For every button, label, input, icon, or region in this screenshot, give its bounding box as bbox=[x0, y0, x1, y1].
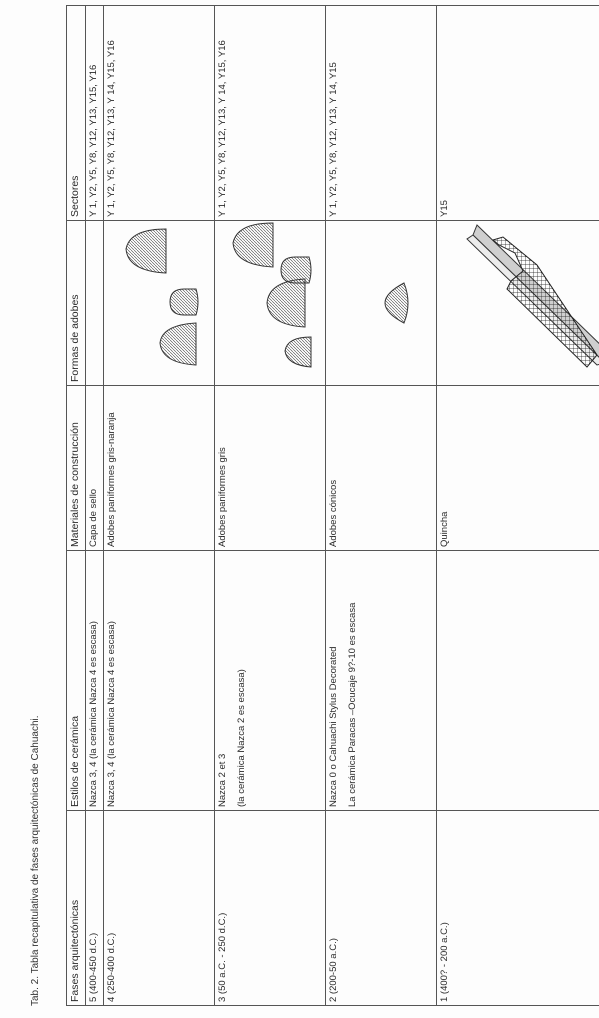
loaf-adobe-shape bbox=[267, 279, 305, 327]
adobes-cell bbox=[215, 221, 326, 386]
ceramics-note: (la cerámica Nazca 2 es escasa) bbox=[236, 669, 247, 807]
adobes-cell bbox=[437, 221, 599, 386]
ceramics-note: La cerámica Paracas –Ocucaje 9?-10 es escasa bbox=[347, 602, 358, 807]
table-caption: Tab. 2. Tabla recapitulativa de fases arquitectónicas de Cahuachi. bbox=[30, 715, 41, 1006]
adobes-cell bbox=[104, 221, 215, 386]
header-materials: Materiales de construcción bbox=[67, 386, 86, 551]
adobe-shapes-illustration bbox=[215, 220, 325, 385]
table-row bbox=[215, 6, 326, 1006]
materials-cell: Capa de sello bbox=[86, 386, 104, 551]
loaf-adobe-shape bbox=[285, 337, 311, 367]
sectors-cell: Y 1, Y2, Y5, Y8, Y12, Y13, Y 14, Y15, Y16 bbox=[215, 6, 326, 221]
materials-cell: Adobes paniformes gris-naranja bbox=[104, 386, 215, 551]
sectors-cell: Y 1, Y2, Y5, Y8, Y12, Y13, Y 14, Y15, Y16 bbox=[104, 6, 215, 221]
rotated-table-block bbox=[30, 6, 575, 1006]
phase-cell: 5 (400-450 d.C.) bbox=[86, 811, 104, 1006]
materials-cell: Quincha bbox=[437, 386, 599, 551]
phase-cell: 2 (200-50 a.C.) bbox=[326, 811, 437, 1006]
adobes-cell bbox=[86, 221, 104, 386]
loaf-adobe-shape bbox=[160, 323, 196, 365]
quincha-wall-illustration bbox=[437, 220, 599, 385]
cylinder-adobe-shape bbox=[170, 289, 198, 315]
conical-adobe-shape bbox=[385, 283, 408, 323]
table-header-row bbox=[67, 6, 86, 1006]
table-row bbox=[86, 6, 104, 1006]
ceramics-line: Nazca 0 o Cahuachi Stylus Decorated bbox=[328, 646, 339, 807]
materials-cell: Adobes paniformes gris bbox=[215, 386, 326, 551]
ceramics-cell: Nazca 3, 4 (la cerámica Nazca 4 es escasa) bbox=[104, 551, 215, 811]
adobes-cell bbox=[326, 221, 437, 386]
ceramics-cell bbox=[437, 551, 599, 811]
materials-cell: Adobes cónicos bbox=[326, 386, 437, 551]
header-phases: Fases arquitectónicas bbox=[67, 811, 86, 1006]
adobe-shapes-illustration bbox=[326, 220, 436, 385]
header-adobes: Formas de adobes bbox=[67, 221, 86, 386]
ceramics-cell: Nazca 3, 4 (la cerámica Nazca 4 es escasa) bbox=[86, 551, 104, 811]
ceramics-cell bbox=[215, 551, 326, 811]
header-sectors: Sectores bbox=[67, 6, 86, 221]
header-ceramics: Estilos de cerámica bbox=[67, 551, 86, 811]
sectors-cell: Y 1, Y2, Y5, Y8, Y12, Y13, Y15, Y16 bbox=[86, 6, 104, 221]
table-row bbox=[437, 6, 599, 1006]
ceramics-cell bbox=[326, 551, 437, 811]
table-row bbox=[104, 6, 215, 1006]
loaf-adobe-shape bbox=[233, 223, 273, 267]
sectors-cell: Y 1, Y2, Y5, Y8, Y12, Y13, Y 14, Y15 bbox=[326, 6, 437, 221]
phases-table bbox=[66, 5, 599, 1006]
phase-cell: 3 (50 a.C. - 250 d.C.) bbox=[217, 912, 228, 1002]
phase-cell: 4 (250-400 d.C.) bbox=[104, 811, 215, 1006]
table-row bbox=[326, 6, 437, 1006]
adobe-shapes-illustration bbox=[104, 220, 214, 385]
loaf-adobe-shape bbox=[126, 229, 166, 273]
phase-cell: 1 (400? - 200 a.C.) bbox=[437, 811, 599, 1006]
sectors-cell: Y15 bbox=[437, 6, 599, 221]
cylinder-adobe-shape bbox=[281, 257, 311, 283]
ceramics-line: Nazca 2 et 3 bbox=[217, 753, 228, 807]
